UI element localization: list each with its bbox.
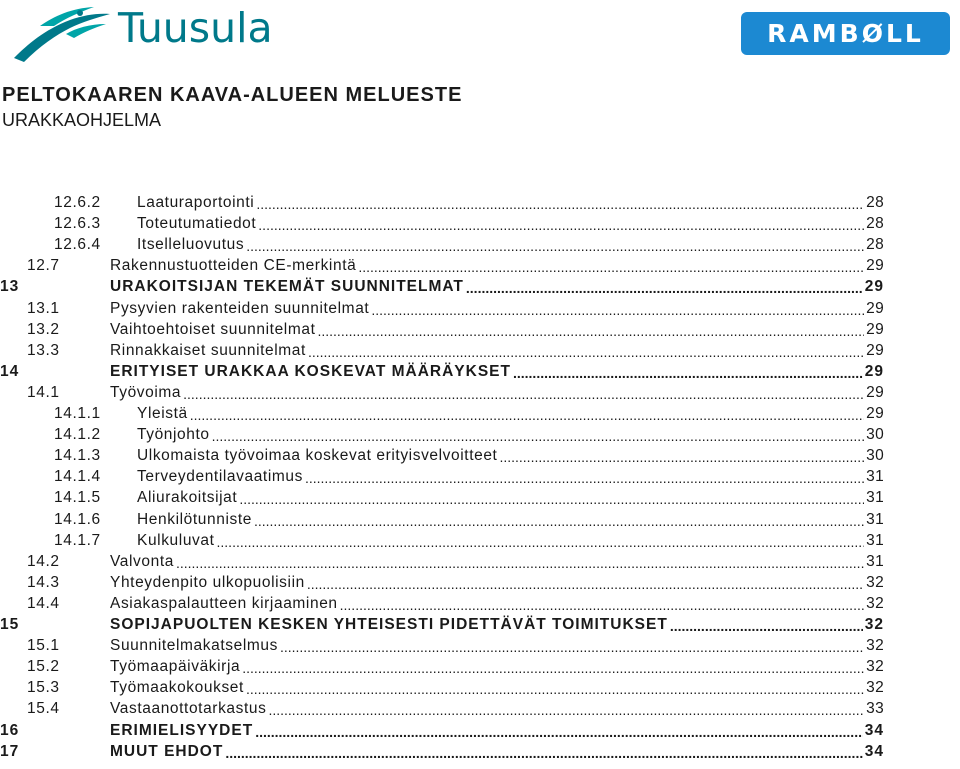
- toc-entry[interactable]: [54, 232, 884, 254]
- ramboll-wordmark: RAMBØLL: [767, 19, 924, 48]
- toc-entry-title: Pysyvien rakenteiden suunnitelmat: [110, 299, 370, 317]
- toc-dot-leader: [513, 365, 863, 381]
- toc-entry[interactable]: [27, 549, 884, 571]
- toc-dot-leader: [307, 576, 864, 592]
- toc-entry-page: 32: [866, 637, 884, 655]
- toc-entry-page: 28: [866, 194, 884, 211]
- toc-dot-leader: [256, 196, 864, 212]
- toc-entry-number: 14.1: [27, 383, 60, 401]
- toc-dot-leader: [176, 555, 864, 571]
- toc-entry-number: 13.1: [27, 299, 60, 317]
- toc-dot-leader: [258, 217, 864, 233]
- toc-entry[interactable]: [54, 422, 884, 444]
- toc-entry-page: 29: [866, 341, 884, 359]
- toc-entry[interactable]: [27, 591, 884, 613]
- document-subtitle: URAKKAOHJELMA: [2, 110, 162, 130]
- toc-entry-number: 14.2: [27, 552, 60, 570]
- toc-entry-page: 29: [866, 320, 884, 338]
- toc-entry-number: 14.1.2: [54, 426, 101, 444]
- toc-entry[interactable]: [54, 401, 884, 423]
- toc-entry-number: 16: [0, 721, 20, 739]
- toc-dot-leader: [358, 259, 864, 275]
- toc-entry[interactable]: [27, 696, 884, 718]
- toc-entry-number: 14.1.3: [54, 447, 101, 465]
- toc-entry-title: SOPIJAPUOLTEN KESKEN YHTEISESTI PIDETTÄVÄT TOIMITUKSET: [110, 616, 668, 633]
- toc-entry[interactable]: [54, 443, 884, 465]
- toc-entry-page: 31: [866, 489, 884, 507]
- toc-dot-leader: [255, 724, 863, 740]
- toc-entry-title: Vaihtoehtoiset suunnitelmat: [110, 320, 316, 338]
- toc-entry-number: 12.6.4: [54, 236, 101, 254]
- toc-entry[interactable]: [54, 528, 884, 550]
- toc-entry-number: 14.1.4: [54, 468, 101, 486]
- ramboll-logo: [741, 12, 950, 55]
- toc-dot-leader: [371, 302, 864, 318]
- toc-entry-page: 32: [866, 658, 884, 676]
- document-title: PELTOKAAREN KAAVA-ALUEEN MELUESTE: [2, 84, 463, 106]
- toc-entry-title: Henkilötunniste: [137, 510, 252, 528]
- toc-entry[interactable]: [54, 507, 884, 529]
- toc-entry-number: 12.6.2: [54, 194, 101, 211]
- toc-entry-title: Vastaanottotarkastus: [110, 700, 267, 718]
- toc-entry-page: 31: [866, 531, 884, 549]
- toc-entry-title: Ulkomaista työvoimaa koskevat erityisvelvoitteet: [137, 447, 498, 465]
- toc-entry-number: 14.1.6: [54, 510, 101, 528]
- toc-entry-number: 14.3: [27, 573, 60, 591]
- toc-dot-leader: [246, 681, 864, 697]
- toc-dot-leader: [183, 386, 864, 402]
- toc-entry-page: 29: [866, 299, 884, 317]
- toc-entry-title: Rinnakkaiset suunnitelmat: [110, 341, 306, 359]
- toc-entry-page: 28: [866, 215, 884, 233]
- toc-entry-title: Suunnitelmakatselmus: [110, 637, 278, 655]
- toc-entry-title: Asiakaspalautteen kirjaaminen: [110, 594, 338, 612]
- toc-entry[interactable]: [27, 380, 884, 402]
- toc-entry-title: Itselleluovutus: [137, 236, 245, 254]
- toc-entry-title: ERITYISET URAKKAA KOSKEVAT MÄÄRÄYKSET: [110, 362, 511, 380]
- toc-entry[interactable]: [0, 359, 884, 381]
- toc-dot-leader: [254, 513, 864, 529]
- toc-entry-page: 30: [866, 426, 884, 444]
- toc-entry-page: 29: [866, 257, 884, 275]
- toc-entry-number: 14.1.5: [54, 489, 101, 507]
- toc-entry-page: 29: [864, 362, 884, 380]
- toc-entry-page: 34: [864, 742, 884, 760]
- toc-dot-leader: [242, 660, 864, 676]
- toc-dot-leader: [308, 344, 864, 360]
- toc-entry-number: 12.6.3: [54, 215, 101, 233]
- toc-entry-title: Terveydentilavaatimus: [137, 468, 303, 486]
- toc-entry-title: Kulkuluvat: [137, 531, 215, 549]
- toc-entry[interactable]: [27, 675, 884, 697]
- toc-dot-leader: [217, 534, 865, 550]
- toc-entry-title: Aliurakoitsijat: [137, 489, 238, 507]
- toc-entry-number: 15.1: [27, 637, 60, 655]
- toc-dot-leader: [499, 449, 864, 465]
- toc-entry-title: Valvonta: [110, 552, 174, 570]
- toc-entry[interactable]: [27, 654, 884, 676]
- toc-dot-leader: [268, 702, 864, 718]
- toc-entry-page: 31: [866, 468, 884, 486]
- toc-entry[interactable]: [54, 211, 884, 233]
- toc-entry-page: 28: [866, 236, 884, 254]
- toc-entry[interactable]: [27, 296, 884, 318]
- toc-dot-leader: [305, 470, 864, 486]
- toc-entry-page: 31: [866, 510, 884, 528]
- toc-entry-title: Toteutumatiedot: [137, 215, 257, 233]
- toc-entry[interactable]: [27, 633, 884, 655]
- toc-entry-page: 31: [866, 552, 884, 570]
- toc-entry[interactable]: [54, 464, 884, 486]
- tuusula-logo: [10, 4, 300, 64]
- toc-entry-title: Yleistä: [137, 405, 188, 422]
- toc-dot-leader: [340, 597, 865, 613]
- toc-dot-leader: [280, 639, 864, 655]
- toc-entry-page: 34: [864, 721, 884, 739]
- toc-entry-number: 15.2: [27, 658, 60, 676]
- toc-entry-number: 13.3: [27, 341, 60, 359]
- toc-entry[interactable]: [0, 612, 884, 634]
- toc-entry-page: 29: [866, 383, 884, 401]
- toc-dot-leader: [670, 618, 863, 634]
- tuusula-bird-icon: [10, 4, 120, 66]
- toc-entry-page: 32: [866, 594, 884, 612]
- tuusula-wordmark: Tuusula: [118, 4, 273, 52]
- toc-dot-leader: [466, 280, 863, 296]
- toc-entry-title: Työvoima: [110, 383, 182, 401]
- toc-entry-title: URAKOITSIJAN TEKEMÄT SUUNNITELMAT: [110, 278, 464, 296]
- toc-entry-number: 14.1.1: [54, 405, 101, 422]
- toc-entry-number: 15: [0, 616, 20, 633]
- toc-entry[interactable]: [0, 739, 884, 761]
- toc-entry-page: 33: [866, 700, 884, 718]
- toc-entry-number: 15.4: [27, 700, 60, 718]
- toc-entry-page: 32: [866, 679, 884, 697]
- toc-entry[interactable]: [27, 338, 884, 360]
- toc-entry-title: Yhteydenpito ulkopuolisiin: [110, 573, 305, 591]
- toc-entry-page: 29: [864, 278, 884, 296]
- toc-entry-title: Työmaapäiväkirja: [110, 658, 241, 676]
- toc-dot-leader: [225, 745, 862, 761]
- toc-dot-leader: [246, 238, 864, 254]
- toc-dot-leader: [239, 491, 864, 507]
- toc-dot-leader: [212, 428, 865, 444]
- toc-entry-number: 14.4: [27, 594, 60, 612]
- toc-entry[interactable]: [0, 718, 884, 740]
- toc-entry[interactable]: [0, 274, 884, 296]
- toc-entry-title: MUUT EHDOT: [110, 742, 224, 760]
- toc-entry-number: 13.2: [27, 320, 60, 338]
- toc-entry-number: 12.7: [27, 257, 60, 275]
- toc-entry-number: 17: [0, 742, 20, 760]
- toc-entry-page: 30: [866, 447, 884, 465]
- toc-entry-page: 32: [866, 573, 884, 591]
- toc-entry-page: 32: [864, 616, 884, 633]
- toc-dot-leader: [190, 407, 864, 423]
- toc-entry-number: 14: [0, 362, 20, 380]
- toc-entry[interactable]: [54, 485, 884, 507]
- toc-entry-title: Laaturaportointi: [137, 194, 255, 211]
- toc-entry-title: ERIMIELISYYDET: [110, 721, 254, 739]
- toc-entry-number: 13: [0, 278, 20, 296]
- toc-entry[interactable]: [54, 190, 884, 212]
- toc-entry-title: Työnjohto: [137, 426, 210, 444]
- toc-dot-leader: [317, 323, 864, 339]
- toc-entry[interactable]: [27, 253, 884, 275]
- toc-entry-title: Työmaakokoukset: [110, 679, 244, 697]
- toc-entry[interactable]: [27, 317, 884, 339]
- toc-entry-page: 29: [866, 405, 884, 422]
- toc-entry-number: 14.1.7: [54, 531, 101, 549]
- toc-entry[interactable]: [27, 570, 884, 592]
- toc-entry-title: Rakennustuotteiden CE-merkintä: [110, 257, 357, 275]
- toc-entry-number: 15.3: [27, 679, 60, 697]
